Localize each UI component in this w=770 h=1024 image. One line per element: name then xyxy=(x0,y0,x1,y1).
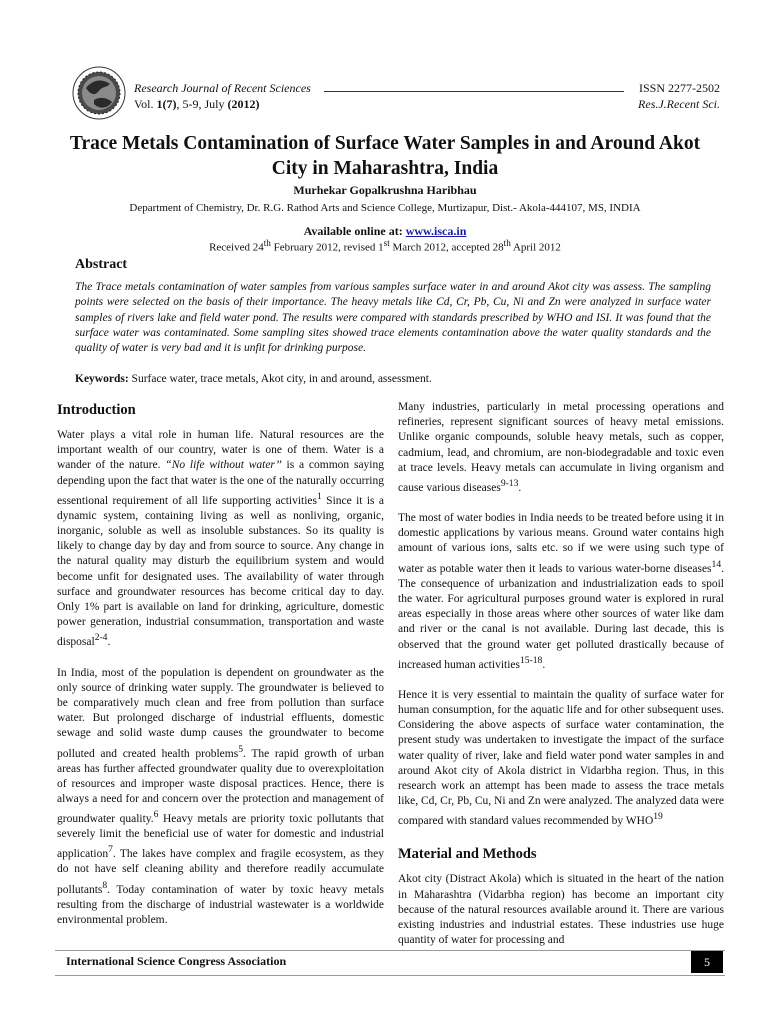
left-column xyxy=(57,400,384,928)
author: Murhekar Gopalkrushna Haribhau xyxy=(293,183,477,197)
journal-logo-globe-icon xyxy=(72,66,126,120)
right-paragraph-3: Hence it is very essential to maintain the quality of surface water for human consumption, for the aquatic life and for other subsequent uses. Considering the above aspects of surface water contamination, the present study was undertaken to investigate the impact of the surface water quality of river, lake and field water pond water samples in and around Akot city of Akola district in Vidarbha region. Thus, in this research work an attempt has been made to assess the trace metals like, Cd, Cr, Pb, Cu, Ni and Zn were analyzed. The analyzed data were compared with standard values recommended by WHO$^{19}$ xyxy=(398,688,725,828)
journal-abbreviation: Res.J.Recent Sci. xyxy=(638,97,720,111)
introduction-heading: Introduction xyxy=(57,402,136,418)
journal-link[interactable]: www.isca.in xyxy=(405,224,467,238)
right-column xyxy=(398,400,724,948)
volume-info: Vol. 1(7), 5-9, July (2012) xyxy=(134,97,260,111)
right-paragraph-2: The most of water bodies in India needs to be treated before using it in domestic applications by various means. Ground water contains high amount of various ions, salts etc. so if we were using such type of water as potable water then it leads to various water-borne diseases$^{14}$. The consequence of urbanization and industrialization eads to spoil the water. For agricultural purposes ground water is explored in rural areas especially in those areas where other sources of water like dam and river or the canal is not available. During last decade, this is observed that the ground water get polluted drastically because of increased human activities$^{15-18}$. xyxy=(398,512,724,671)
available-online: Available online at: www.isca.in xyxy=(303,224,467,238)
footer-association: International Science Congress Association xyxy=(66,954,287,968)
methods-paragraph: Akot city (Distract Akola) which is situated in the heart of the nation in Maharashtra (Vidarbha region) has become an important city because of the natural resources available around it. There are various existing industries and industrial estates. These industries use huge quantity of water for processing and xyxy=(398,873,724,947)
abstract-heading: Abstract xyxy=(75,257,128,272)
issn: ISSN 2277-2502 xyxy=(638,81,720,95)
affiliation: Department of Chemistry, Dr. R.G. Rathod Arts and Science College, Murtizapur, Dist.- Akola-444107, MS, INDIA xyxy=(129,202,641,214)
intro-paragraph-2: In India, most of the population is dependent on groundwater as the only source of drinking water supply. The groundwater is believed to be comparatively much clean and free from pollution than surface water. But prolonged discharge of industrial effluents, domestic sewage and solid waste dump causes the groundwater to become polluted and created health problems$^5$. The rapid growth of urban areas has further affected groundwater quality due to overexploitation of resources and improper waste disposal practices. Hence, there is always a need for and concern over the protection and management of groundwater quality.$^6$ Heavy metals are priority toxic pollutants that severely limit the beneficial use of water for domestic and industrial application$^7$. The lakes have complex and fragile ecosystem, as they do not have self cleaning ability and therefore readily accumulate pollutants$^8$. Today contamination of water by toxic heavy metals resulting from the discharge of industrial wastewater is a worldwide environmental problem. xyxy=(57,666,384,926)
paper-title: Trace Metals Contamination of Surface Water Samples in and Around Akot City in Maharashtra, India xyxy=(69,133,701,179)
methods-heading: Material and Methods xyxy=(398,846,537,863)
journal-name: Research Journal of Recent Sciences xyxy=(134,81,311,95)
abstract-text: The Trace metals contamination of water samples from various samples surface water in and around Akot city was assess. The sampling points were selected on the basis of their importance. The heavy metals like Cd, Cr, Pb, Cu, Ni and Zn were analyzed in surface water samples of rivers lake and field water pond. The results were compared with standards prescribed by WHO and ISI. It was found that the surface water was contaminated. Some sampling sites showed trace elements contamination above the water quality standards and the quality of water is very bad and it is unfit for drinking purpose. xyxy=(75,281,711,355)
received-dates: Received 24th February 2012, revised 1st March 2012, accepted 28th April 2012 xyxy=(209,238,561,254)
journal-header-right xyxy=(638,80,720,112)
page-number: 5 xyxy=(691,951,723,973)
intro-paragraph-1: Water plays a vital role in human life. Natural resources are the important wealth of our country, water is one of them. Water is a wander of the nature. “No life without water’’ is a common saying depending upon the fact that water is the one of the naturally occurring essentional requirement of all life supporting activities$^1$ Since it is a dynamic system, containing living as well as nonliving, organic, inorganic, soluble as well as insoluble substances. So its quality is likely to change day by day and from source to source. Any change in the natural quality may disturb the equilibrium system and would become unfit for designated uses. The availability of water through surface and groundwater resources has become critical day to day. Only 1% part is available on land for drinking, agriculture, domestic power generation, industrial consummation, transportation and waste disposal$^{2-4}$. xyxy=(57,429,384,649)
keywords: Keywords: Surface water, trace metals, Akot city, in and around, assessment. xyxy=(75,373,432,385)
right-paragraph-1: Many industries, particularly in metal processing operations and refineries, represent significant sources of heavy metal emissions. Unlike organic compounds, soluble heavy metals, such as copper, cadmium, lead, and chromium, are non-biodegradable and toxic even at trace levels. Heavy metals can accumulate in living organism and cause various diseases$^{9-13}$. xyxy=(398,401,724,494)
header-rule xyxy=(324,91,624,92)
journal-header xyxy=(134,80,311,112)
